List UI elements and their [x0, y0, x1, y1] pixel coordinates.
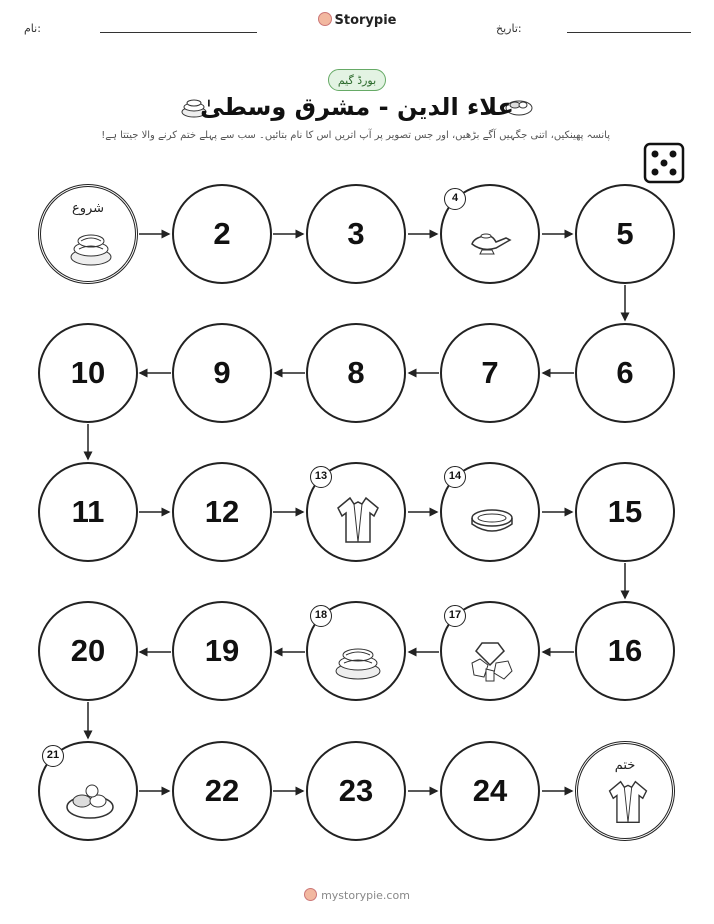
date-label: تاریخ:	[496, 22, 522, 35]
board-square: 16	[575, 601, 675, 701]
board-square: 20	[38, 601, 138, 701]
gems-icon	[466, 633, 518, 685]
footer	[0, 888, 714, 902]
board-square: 8	[306, 323, 406, 423]
sweets-plate-icon	[64, 773, 116, 825]
board-square: 24	[440, 741, 540, 841]
lamp-icon	[466, 216, 518, 268]
board-game-badge: بورڈ گیم	[328, 69, 386, 91]
board-square	[306, 601, 406, 701]
footer-url[interactable]: mystorypie.com	[321, 889, 410, 902]
square-number-badge: 18	[310, 605, 332, 627]
page-title: علاء الدین - مشرق وسطیٰ	[200, 93, 514, 121]
board-square: 3	[306, 184, 406, 284]
board-square: 2	[172, 184, 272, 284]
board-square: 9	[172, 323, 272, 423]
square-number-badge: 4	[444, 188, 466, 210]
square-number-badge: 17	[444, 605, 466, 627]
board-square: 7	[440, 323, 540, 423]
name-label: نام:	[24, 22, 41, 35]
board-square: 23	[306, 741, 406, 841]
board-square: 5	[575, 184, 675, 284]
square-number-badge: 14	[444, 466, 466, 488]
storypie-logo-icon	[304, 888, 317, 901]
finish-square	[575, 741, 675, 841]
board-square: 6	[575, 323, 675, 423]
ring-icon	[466, 494, 518, 546]
board-square: 19	[172, 601, 272, 701]
board-square	[440, 184, 540, 284]
robe-icon	[332, 494, 384, 546]
board-square: 22	[172, 741, 272, 841]
robe-icon	[604, 778, 652, 826]
brand-name: Storypie	[334, 13, 397, 28]
board-square: 11	[38, 462, 138, 562]
start-square	[38, 184, 138, 284]
start-label: شروع	[71, 201, 105, 216]
board-square: 12	[172, 462, 272, 562]
board-square	[440, 601, 540, 701]
instructions: پانسہ پھینکیں، اتنی جگہیں آگے بڑھیں، اور جس تصویر پر آپ اتریں اس کا نام بتائیں۔ سب سے پہلے ختم کرنے والا جیتتا ہے!	[101, 130, 610, 141]
board-square	[306, 462, 406, 562]
square-number-badge: 21	[42, 745, 64, 767]
finish-label: ختم	[614, 758, 636, 773]
board-square	[38, 741, 138, 841]
board-square: 15	[575, 462, 675, 562]
square-number-badge: 13	[310, 466, 332, 488]
baklava-icon	[332, 633, 384, 685]
board-square	[440, 462, 540, 562]
baklava-icon	[67, 221, 115, 269]
board-square: 10	[38, 323, 138, 423]
